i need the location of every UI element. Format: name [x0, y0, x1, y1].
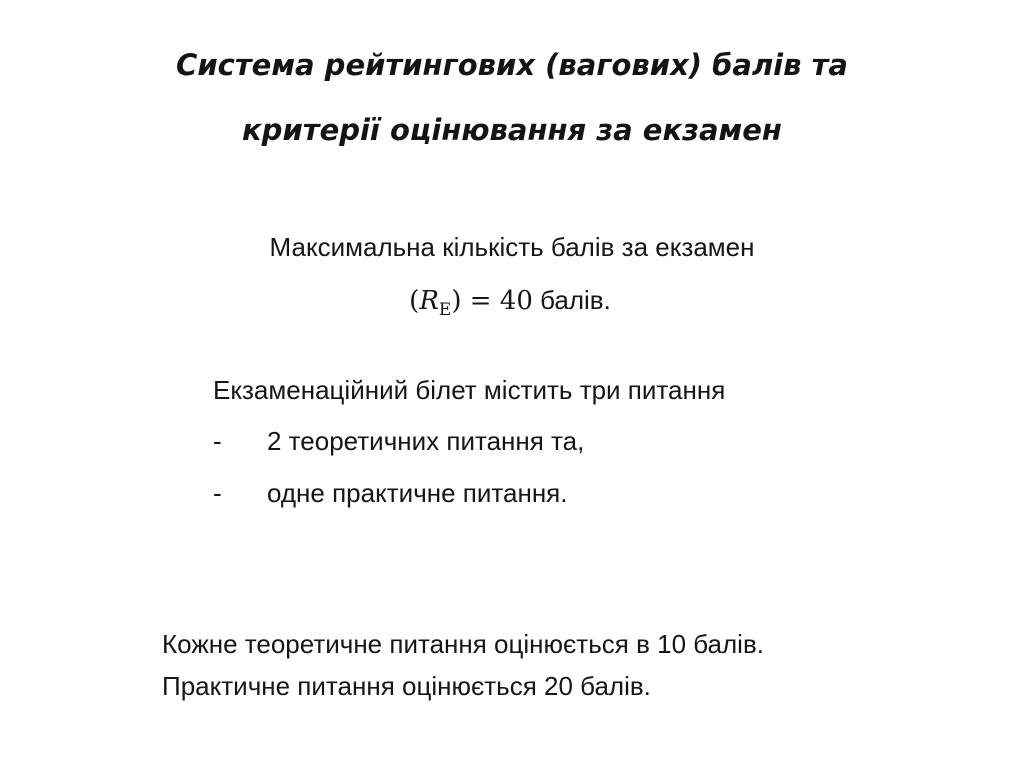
ticket-question-list — [213, 426, 584, 530]
formula-variable: R — [419, 286, 439, 316]
formula — [409, 286, 533, 320]
list-item — [213, 478, 584, 530]
list-dash: - — [213, 426, 222, 456]
practice-score-rule: Практичне питання оцінюється 20 балів. — [162, 671, 651, 701]
list-item-text: одне практичне питання. — [267, 478, 568, 508]
scoring-rules — [162, 623, 764, 707]
formula-open: ( — [409, 286, 420, 316]
ticket-intro: Екзаменаційний білет містить три питання — [213, 375, 726, 405]
formula-subscript: E — [438, 300, 452, 320]
list-item-text: 2 теоретичних питання та, — [267, 426, 585, 456]
list-item — [213, 426, 584, 478]
slide-title-line-1: Система рейтингових (вагових) балів та — [176, 48, 848, 82]
list-dash: - — [213, 478, 222, 508]
max-points-formula-line — [0, 285, 1022, 320]
formula-value: ) = 40 — [451, 286, 533, 316]
slide-title-line-2: критерії оцінювання за екзамен — [242, 113, 782, 147]
theory-score-rule: Кожне теоретичне питання оцінюється в 10 балів. — [162, 629, 764, 659]
formula-unit: балів. — [532, 285, 611, 315]
max-points-text: Максимальна кількість балів за екзамен — [269, 232, 755, 262]
